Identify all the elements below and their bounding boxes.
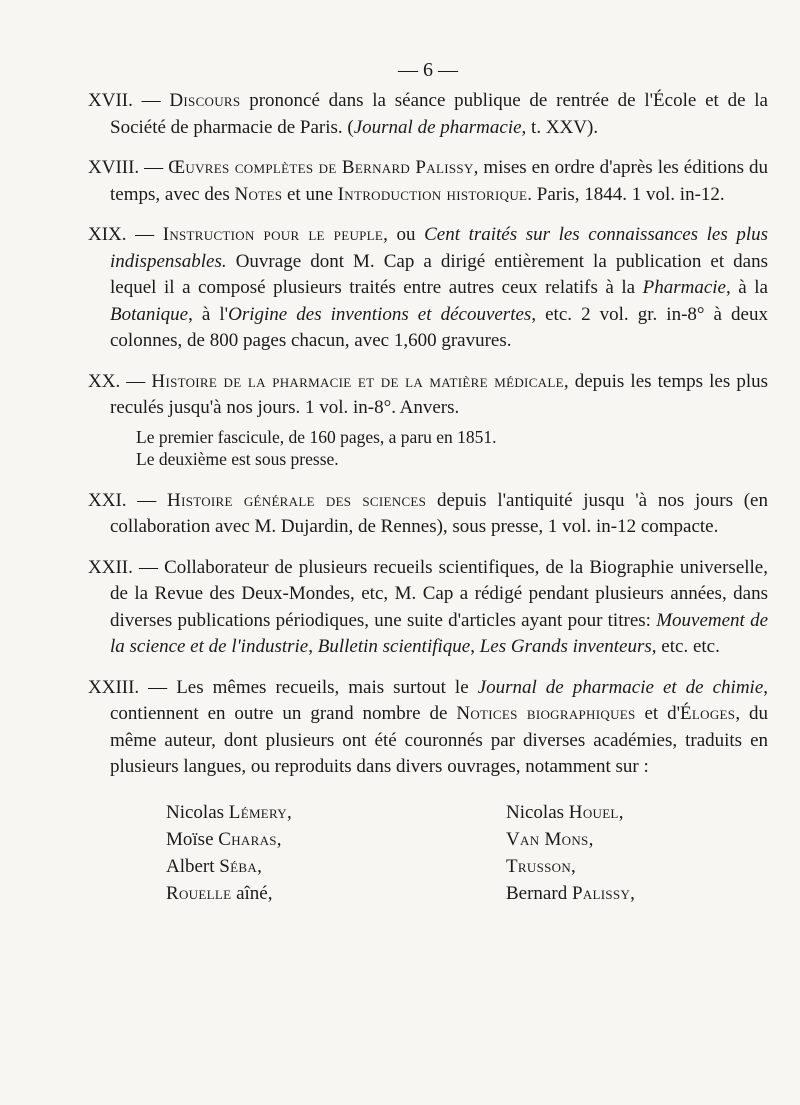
list-item: Trusson, bbox=[506, 855, 576, 877]
entry-xxii: XXII. — Collaborateur de plusieurs recueils scientifiques, de la Biographie universelle, de la Revue des Deux-Mondes, etc, M. Cap a rédigé pendant plusieurs années, dans diverses publications périodiques, une suite d'articles ayant pour titres: Mouvement de la science et de l'industrie, Bulletin scientifique, Les Grands inventeurs, etc. etc. bbox=[88, 556, 769, 657]
list-item: Rouelle aîné, bbox=[166, 882, 273, 904]
document-page bbox=[88, 52, 768, 907]
entry-xx-notes bbox=[88, 424, 768, 472]
entry-xix: XIX. — Instruction pour le peuple, ou Cent traités sur les connaissances les plus indispensables. Ouvrage dont M. Cap a dirigé entièrement la publication et dans lequel il a composé plusieurs traités entre autres ceux relatifs à la Pharmacie, à la Botanique, à l'Origine des inventions et découvertes, etc. 2 vol. gr. in-8° à deux colonnes, de 800 pages chacun, avec 1,600 gravures. bbox=[88, 224, 768, 351]
list-item: Bernard Palissy, bbox=[506, 882, 635, 904]
entry-xviii: XVIII. — Œuvres complètes de Bernard Palissy, mises en ordre d'après les éditions du temps, avec des Notes et une Introduction historique. Paris, 1844. 1 vol. in-12. bbox=[88, 157, 768, 205]
entry-xxiii: XXIII. — Les mêmes recueils, mais surtout le Journal de pharmacie et de chimie, contiennent en outre un grand nombre de Notices biographiques et d'Éloges, du même auteur, dont plusieurs ont été couronnés par diverses académies, traduits en plusieurs langues, ou reproduits dans divers ouvrages, notamment sur : bbox=[88, 676, 769, 777]
entry-xx: XX. — Histoire de la pharmacie et de la matière médicale, depuis les temps les plus reculés jusqu'à nos jours. 1 vol. in-8°. Anvers. bbox=[88, 370, 768, 418]
list-item: Nicolas Lémery, bbox=[166, 801, 292, 823]
page-number: — 6 — bbox=[398, 59, 458, 81]
list-item: Albert Séba, bbox=[166, 855, 262, 877]
list-item: Nicolas Houel, bbox=[506, 801, 624, 823]
note-line: Le deuxième est sous presse. bbox=[136, 448, 339, 469]
list-item: Van Mons, bbox=[506, 828, 594, 850]
note-line: Le premier fascicule, de 160 pages, a paru en 1851. bbox=[136, 426, 497, 447]
entry-xvii: XVII. — Discours prononcé dans la séance publique de rentrée de l'École et de la Société de pharmacie de Paris. (Journal de pharmacie, t. XXV). bbox=[88, 90, 768, 138]
entry-xxi: XXI. — Histoire générale des sciences depuis l'antiquité jusqu 'à nos jours (en collaboration avec M. Dujardin, de Rennes), sous presse, 1 vol. in-12 compacte. bbox=[88, 489, 768, 537]
names-list bbox=[88, 799, 768, 907]
list-item: Moïse Charas, bbox=[166, 828, 282, 850]
